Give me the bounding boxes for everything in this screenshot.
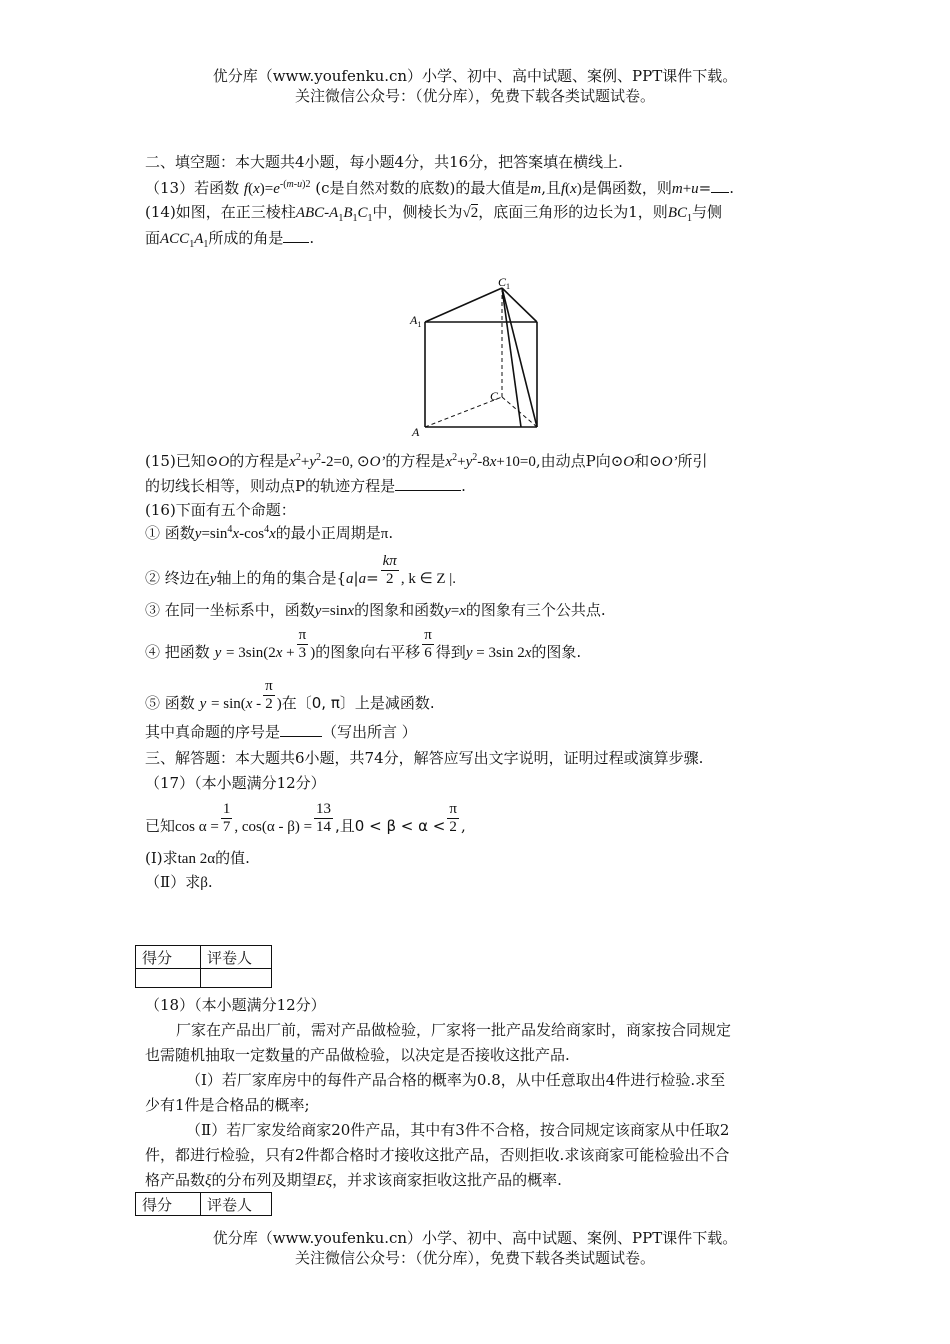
q16-p2-set-end: , k ∈ Z |. — [400, 570, 457, 587]
grader-cell-label-2: 评卷人 — [201, 1193, 272, 1216]
q14-end: . — [309, 229, 315, 247]
label-a1: $A_1$ — [410, 313, 422, 329]
q17-frac3: $\frac{\pi}{2}$ — [449, 801, 457, 835]
q16-answer-text: 其中真命题的序号是 — [145, 723, 281, 741]
q16-p5-text-b: 在〔0, π〕上是减函数. — [281, 693, 435, 712]
q15-text-d: ,由动点P向⊙ — [535, 452, 624, 470]
q18-part2-l1: （Ⅱ）若厂家发给商家20件产品，其中有3件不合格，按合同规定该商家从中任取2 — [186, 1121, 730, 1139]
q16-prop-3: ③ 在同一坐标系中，函数y=sinx的图象和函数y=x的图象有三个公共点. — [145, 601, 606, 619]
q15-end: . — [461, 477, 466, 495]
q15-text-f: 所引 — [677, 452, 708, 470]
question-15: (15)已知⊙O的方程是$x^2+y^2-2=0$, ⊙O’的方程是$x^2+y^2-8x+10=0$,由动点P向⊙O和⊙O’所引 — [145, 452, 708, 470]
grader-cell-input[interactable] — [201, 969, 272, 988]
q15-text-c: 的方程是 — [385, 452, 446, 470]
q16-p1-text: ① 函数 — [145, 524, 195, 542]
prism-figure — [400, 272, 550, 442]
q13-answer-blank[interactable] — [711, 178, 729, 193]
q16-p1-pi: π — [380, 526, 389, 542]
q18-l3-text-a: 格产品数 — [145, 1171, 206, 1189]
header-line-1: 优分库（www.youfenku.cn）小学、初中、高中试题、案例、PPT课件下载。 — [212, 67, 738, 85]
section3-title: 三、解答题：本大题共6小题，共74分，解答应写出文字说明，证明过程或演算步骤. — [145, 749, 704, 767]
header-line-2: 关注微信公众号：（优分库），免费下载各类试题试卷。 — [294, 87, 655, 105]
q16-p4-text: ④ 把函数 — [145, 642, 210, 661]
q17-frac1: $\frac{1}{7}$ — [222, 801, 231, 835]
q16-prop-1: ① 函数$y=\sin^4x-\cos^4x$的最小正周期是π. — [145, 524, 394, 542]
edge-a1-c1 — [425, 288, 502, 322]
footer-line-1: 优分库（www.youfenku.cn）小学、初中、高中试题、案例、PPT课件下载。 — [212, 1229, 738, 1247]
q16-p4-text-d: 的图象. — [531, 642, 582, 661]
q17-given: 已知cos α = $\frac{1}{7}$ , cos(α - β) = $\frac{13}{14}$ ,且0 < β < α < $\frac{\pi}{2}$ , — [145, 801, 466, 835]
q16-p2-frac: $\frac{k\pi}{2}$ — [382, 553, 397, 587]
q18-para1-l2: 也需随机抽取一定数量的产品做检验，以决定是否接收这批产品. — [145, 1046, 570, 1064]
q17-part1 — [145, 848, 250, 869]
q16-p5-frac: $\frac{\pi}{2}$ — [265, 678, 273, 712]
q17-cos-a: cos α = — [175, 818, 219, 835]
q17-p1-end: 的值. — [215, 849, 250, 867]
label-c: C — [490, 389, 499, 403]
q18-exi: Eξ — [316, 1173, 333, 1189]
q13-number: （13） — [145, 179, 195, 197]
section2-title: 二、填空题：本大题共4小题，每小题4分，共16分，把答案填在横线上. — [145, 153, 623, 171]
q16-p2-text-b: 轴上的角的集合是{ — [216, 568, 346, 587]
q15-line2-text: 的切线长相等，则动点P的轨迹方程是 — [145, 477, 396, 495]
q14-number: (14) — [145, 203, 176, 221]
q16-intro: (16)下面有五个命题： — [145, 501, 296, 519]
question-15-line2 — [145, 476, 466, 496]
edge-c1-mid — [502, 288, 521, 427]
edge-c1-b1 — [502, 288, 537, 322]
score-table-1 — [135, 945, 272, 988]
q18-part1-l1: （Ⅰ）若厂家库房中的每件产品合格的概率为0.8，从中任意取出4件进行检验.求至 — [186, 1071, 726, 1089]
q16-p4-frac2: $\frac{\pi}{6}$ — [424, 627, 432, 661]
q16-answer-end: （写出所言 ） — [322, 723, 417, 741]
edge-b-c1 — [502, 288, 537, 427]
q18-xi: ξ — [205, 1173, 212, 1189]
q17-cos-ab: , cos(α - β) = — [234, 818, 313, 835]
q14-answer-blank[interactable] — [283, 228, 309, 243]
q13-text-d: 是偶函数，则 — [581, 179, 672, 197]
q17-known: 已知 — [145, 816, 176, 835]
q18-part2-l3 — [145, 1170, 562, 1191]
q13-end: . — [729, 179, 735, 197]
q18-l3-text-c: ，并求该商家拒收这批产品的概率. — [332, 1171, 562, 1189]
q16-p4-text-b: 的图象向右平移 — [315, 642, 421, 661]
q17-p2-end: . — [207, 873, 213, 891]
label-a: A — [412, 425, 420, 439]
grader-cell-label: 评卷人 — [201, 946, 272, 969]
q17-beta: β — [200, 875, 208, 891]
q16-prop-5: ⑤ 函数 y = sin(x - $\frac{\pi}{2}$ )在〔0, π〕上是减函数. — [145, 678, 435, 712]
q17-frac2: $\frac{13}{14}$ — [316, 801, 332, 835]
footer-line-2: 关注微信公众号：（优分库），免费下载各类试题试卷。 — [294, 1249, 655, 1267]
q17-part2 — [145, 872, 213, 893]
q18-part2-l2: 件，都进行检验，只有2件都合格时才接收这批产品，否则拒收.求该商家可能检验出不合 — [145, 1146, 730, 1164]
q14-text-e: 面 — [145, 229, 161, 247]
score-cell-label: 得分 — [136, 946, 201, 969]
q15-text-e: 和⊙ — [634, 452, 662, 470]
label-c1: $C_1$ — [498, 275, 511, 291]
q16-answer — [145, 722, 417, 742]
q16-answer-blank[interactable] — [280, 722, 322, 737]
q13-text-e: = — [698, 179, 712, 197]
q16-p4-text-c: 得到 — [435, 642, 466, 661]
q13-text-c: ,且 — [541, 179, 561, 197]
q15-text-b: 的方程是 — [229, 452, 290, 470]
q14-text-d: 与侧 — [691, 203, 722, 221]
q16-p2-eq: = — [366, 568, 379, 587]
q16-p2-bar: | — [353, 568, 359, 587]
q15-number: (15) — [145, 452, 176, 470]
q17-tan2a: tan 2α — [177, 851, 216, 867]
q16-p3-text: ③ 在同一坐标系中，函数 — [145, 601, 315, 619]
q14-text-b: 中，侧棱长为 — [372, 203, 463, 221]
score-cell-label-2: 得分 — [136, 1193, 201, 1216]
score-table-2 — [135, 1192, 272, 1216]
q14-text: 如图，在正三棱柱 — [175, 203, 296, 221]
q14-text-c: ，底面三角形的边长为1，则 — [478, 203, 668, 221]
q16-p4-frac1: $\frac{\pi}{3}$ — [298, 627, 307, 661]
q18-head: （18）（本小题满分12分） — [145, 996, 326, 1014]
q14-text-f: 所成的角是 — [208, 229, 284, 247]
q16-prop-2: ② 终边在y轴上的角的集合是{a|a= $\frac{k\pi}{2}$ , k ∈ Z |. — [145, 553, 457, 587]
question-14: (14)如图，在正三棱柱ABC-$A_1B_1C_1$中，侧棱长为√2，底面三角形的边长为1，则$BC_1$与侧 — [145, 203, 722, 224]
q16-p3-text-b: 的图象和函数 — [354, 601, 445, 619]
sqrt2: √2 — [462, 205, 479, 221]
q18-l3-text-b: 的分布列及期望 — [211, 1171, 317, 1189]
q16-p2-text: ② 终边在 — [145, 568, 210, 587]
q17-p2-text: （Ⅱ）求 — [145, 873, 201, 891]
q16-prop-4: ④ 把函数 y = 3sin(2x + $\frac{\pi}{3}$ )的图象向右平移 $\frac{\pi}{6}$ 得到y = 3sin 2x的图象. — [145, 627, 582, 661]
question-14-line2: 面$ACC_1A_1$所成的角是 . — [145, 229, 315, 250]
q18-para1-l1: 厂家在产品出厂前，需对产品做检验，厂家将一批产品发给商家时，商家按合同规定 — [176, 1021, 732, 1039]
q16-p5-text: ⑤ 函数 — [145, 693, 195, 712]
q17-head: （17）（本小题满分12分） — [145, 774, 326, 792]
q16-p1-text-b: 的最小正周期是 — [275, 524, 381, 542]
q15-answer-blank[interactable] — [395, 476, 461, 491]
q15-text: 已知⊙ — [175, 452, 219, 470]
q16-p3-text-c: 的图象有三个公共点. — [465, 601, 606, 619]
q13-text-b: (c是自然对数的底数)的最大值是 — [315, 179, 531, 197]
score-cell-input[interactable] — [136, 969, 201, 988]
question-13: （13）若函数 $f(x)=e^{-(m-u)2}$ (c是自然对数的底数)的最大值是m,且f(x)是偶函数，则m+u= . — [145, 179, 735, 197]
q18-part1-l2: 少有1件是合格品的概率; — [145, 1096, 310, 1114]
q17-p1-text: (Ⅰ)求 — [145, 849, 178, 867]
q13-text: 若函数 — [194, 179, 240, 197]
edge-c-b-hidden — [502, 397, 537, 427]
q17-cond: ,且0 < β < α < — [335, 816, 446, 835]
